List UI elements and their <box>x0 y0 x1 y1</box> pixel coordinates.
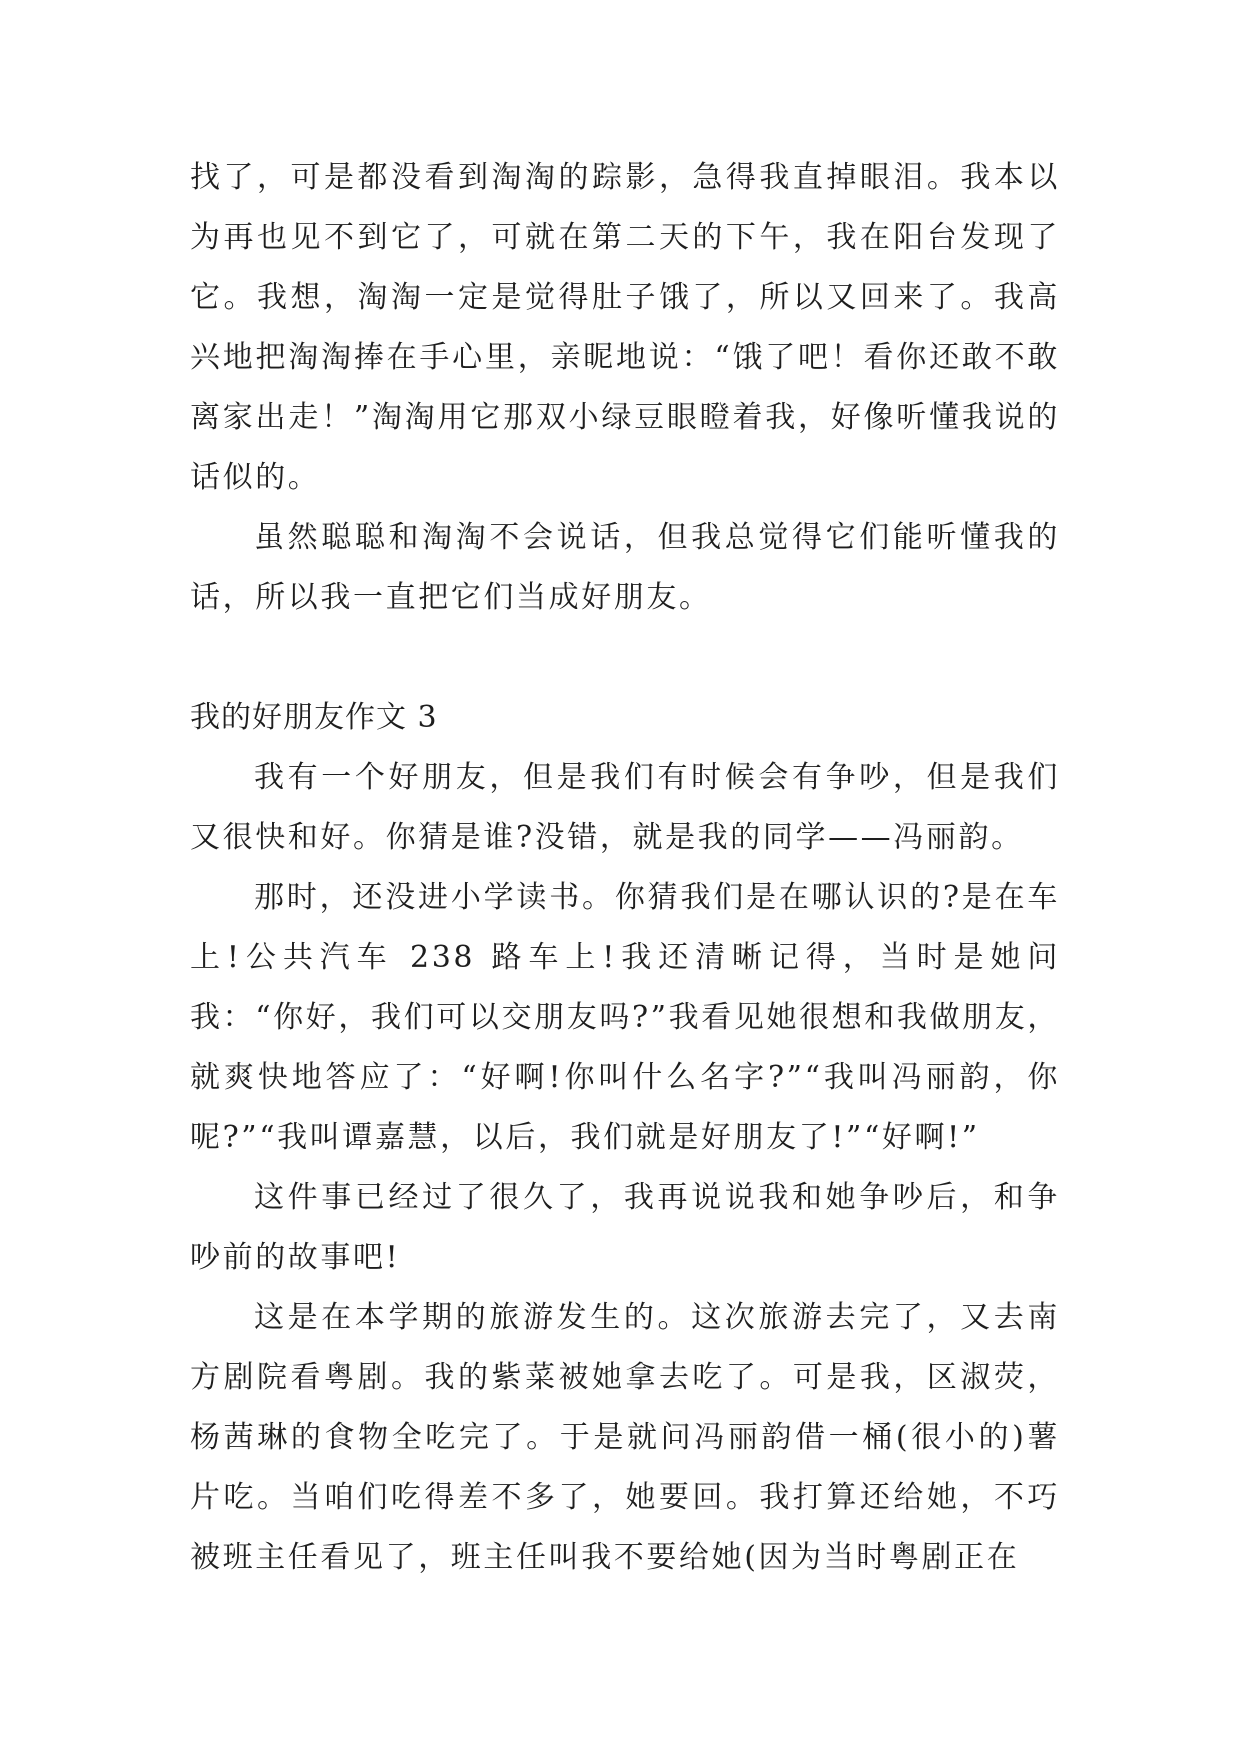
paragraph-continued: 找了，可是都没看到淘淘的踪影，急得我直掉眼泪。我本以为再也见不到它了，可就在第二天的下午，我在阳台发现了它。我想，淘淘一定是觉得肚子饿了，所以又回来了。我高兴地把淘淘捧在手心里，亲昵地说：“饿了吧！看你还敢不敢离家出走！”淘淘用它那双小绿豆眼瞪着我，好像听懂我说的话似的。 <box>190 160 1060 495</box>
paragraph: 那时，还没进小学读书。你猜我们是在哪认识的?是在车上!公共汽车 238 路车上!我还清晰记得，当时是她问我：“你好，我们可以交朋友吗?”我看见她很想和我做朋友，就爽快地答应了：“好啊!你叫什么名字?”“我叫冯丽韵，你呢?”“我叫谭嘉慧，以后，我们就是好朋友了!”“好啊!” <box>190 880 1060 1155</box>
document-page <box>190 148 1060 1588</box>
paragraph: 这件事已经过了很久了，我再说说我和她争吵后，和争吵前的故事吧! <box>190 1180 1060 1275</box>
paragraph: 虽然聪聪和淘淘不会说话，但我总觉得它们能听懂我的话，所以我一直把它们当成好朋友。 <box>190 520 1060 615</box>
section-gap <box>190 628 1060 688</box>
paragraph: 这是在本学期的旅游发生的。这次旅游去完了，又去南方剧院看粤剧。我的紫菜被她拿去吃了。可是我，区淑荧，杨茜琳的食物全吃完了。于是就问冯丽韵借一桶(很小的)薯片吃。当咱们吃得差不多了，她要回。我打算还给她，不巧被班主任看见了，班主任叫我不要给她(因为当时粤剧正在 <box>190 1300 1060 1575</box>
section-title: 我的好朋友作文 3 <box>190 700 438 735</box>
paragraph: 我有一个好朋友，但是我们有时候会有争吵，但是我们又很快和好。你猜是谁?没错，就是我的同学——冯丽韵。 <box>190 760 1060 855</box>
